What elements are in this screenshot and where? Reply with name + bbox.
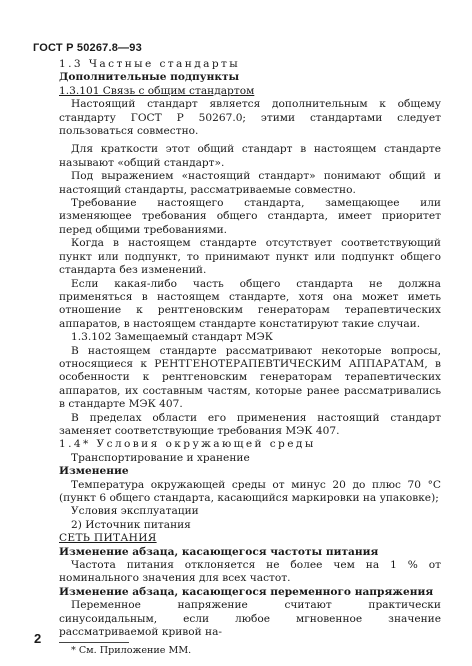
document-header: ГОСТ Р 50267.8—93 <box>33 42 142 54</box>
list-item: 2) Источник питания <box>71 518 191 531</box>
paragraph: В настоящем стандарте рассматривают некоторые вопросы, относящиеся к РЕНТГЕНОТЕРАПЕВТИЧЕСКИМ АППАРАТАМ, в особенности к рентгеновским генераторам терапевтических аппаратов, их составным частям, которые ранее рассматривались в стандарте МЭК 407. <box>59 344 441 411</box>
paragraph: В пределах области его применения настоящий стандарт заменяет соответствующие требования МЭК 407. <box>59 411 441 437</box>
paragraph: Требование настоящего стандарта, замещающее или изменяющее требования общего стандарта, имеет приоритет перед общими требованиями. <box>59 197 441 236</box>
clause-heading: 1.3.101 Связь с общим стандартом <box>59 84 255 97</box>
paragraph: Для краткости этот общий стандарт в настоящем стандарте называют «общий стандарт». <box>59 143 441 169</box>
subheading: Дополнительные подпункты <box>59 71 240 84</box>
paragraph: Если какая-либо часть общего стандарта не должна применяться в настоящем стандарте, хотя она может иметь отношение к рентгеновским генераторам терапевтических аппаратов, в настоящем стандарте констатируют такие случаи. <box>59 277 441 330</box>
subheading: Транспортирование и хранение <box>71 451 250 464</box>
change-label: Изменение <box>59 465 129 478</box>
paragraph: Переменное напряжение считают практически синусоидальным, если любое мгновенное значение рассматриваемой кривой на- <box>59 599 441 639</box>
term-heading: СЕТЬ ПИТАНИЯ <box>59 532 157 545</box>
paragraph: Настоящий стандарт является дополнительным к общему стандарту ГОСТ Р 50267.0; этими стандартами следует пользоваться совместно. <box>59 98 441 138</box>
document-body <box>59 58 441 657</box>
paragraph: Частота питания отклоняется не более чем на 1 % от номинального значения для всех частот. <box>59 559 441 585</box>
clause-heading: 1.3.102 Замещаемый стандарт МЭК <box>71 331 273 344</box>
section-heading: 1.3 Частные стандарты <box>59 58 241 70</box>
change-label: Изменение абзаца, касающегося переменного напряжения <box>59 585 434 598</box>
page-number: 2 <box>34 631 42 646</box>
paragraph: Когда в настоящем стандарте отсутствует соответствующий пункт или подпункт, то принимают пункт или подпункт общего стандарта без изменений. <box>59 237 441 277</box>
footnote: * См. Приложение ММ. <box>71 645 192 657</box>
clause-heading: 1.4* Условия окружающей среды <box>59 438 316 451</box>
footnote-divider <box>59 642 129 643</box>
change-label: Изменение абзаца, касающегося частоты питания <box>59 545 379 558</box>
paragraph: Температура окружающей среды от минус 20 до плюс 70 °С (пункт 6 общего стандарта, касающийся маркировки на упаковке); <box>59 478 441 504</box>
subheading: Условия эксплуатации <box>71 505 199 518</box>
paragraph: Под выражением «настоящий стандарт» понимают общий и настоящий стандарты, рассматриваемые совместно. <box>59 170 441 196</box>
